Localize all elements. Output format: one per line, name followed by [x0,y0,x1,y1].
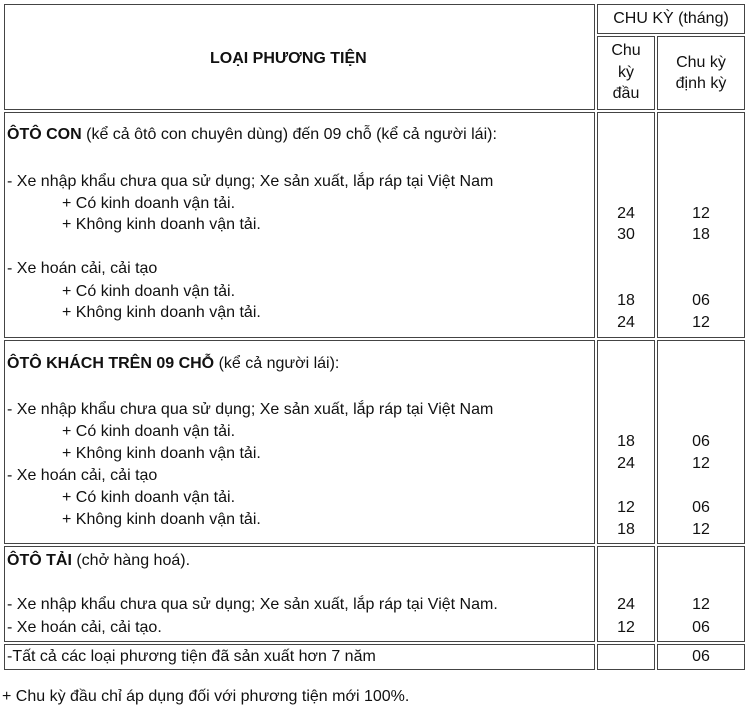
item-label: + Có kinh doanh vận tải. [62,423,236,440]
last-row-label: -Tất cả các loại phương tiện đã sản xuất hơn 7 năm [7,648,376,665]
periodic-cycle-value: 12 [692,314,710,331]
group-label: - Xe nhập khẩu chưa qua sử dụng; Xe sản xuất, lắp ráp tại Việt Nam [7,401,494,418]
header-periodic-cycle-line-1: Chu kỳ [676,54,726,71]
last-row-periodic-value: 06 [692,648,710,665]
section-bus-heading-rest: (kể cả người lái): [214,355,340,372]
first-cycle-value: 24 [617,455,635,472]
periodic-cycle-value: 12 [692,596,710,613]
periodic-cycle-value: 06 [692,499,710,516]
first-cycle-value: 18 [617,521,635,538]
periodic-cycle-value: 18 [692,226,710,243]
item-label: + Có kinh doanh vận tải. [62,489,236,506]
group-label: - Xe hoán cải, cải tạo [7,260,158,277]
periodic-cycle-value: 12 [692,455,710,472]
first-cycle-value: 24 [617,205,635,222]
group-label: - Xe hoán cải, cải tạo [7,467,158,484]
section-truck-heading-rest: (chở hàng hoá). [71,552,191,569]
first-cycle-value: 24 [617,314,635,331]
item-label: + Có kinh doanh vận tải. [62,195,236,212]
header-periodic-cycle-line-2: định kỳ [675,75,727,92]
first-cycle-value: 12 [617,619,635,636]
periodic-cycle-value: 12 [692,521,710,538]
periodic-cycle-value: 12 [692,205,710,222]
header-first-cycle-line-2: kỳ [618,64,634,81]
section-truck-heading [7,551,190,571]
item-label: + Không kinh doanh vận tải. [62,511,261,528]
header-cycle-months: CHU KỲ (tháng) [613,10,729,27]
periodic-cycle-value: 06 [692,433,710,450]
header-first-cycle-line-3: đầu [612,85,640,102]
group-label: - Xe nhập khẩu chưa qua sử dụng; Xe sản xuất, lắp ráp tại Việt Nam. [7,596,498,613]
section-bus-heading-bold: ÔTÔ KHÁCH TRÊN 09 CHỖ [7,355,215,372]
footnote: + Chu kỳ đầu chỉ áp dụng đối với phương tiện mới 100%. [2,688,410,705]
item-label: + Không kinh doanh vận tải. [62,304,261,321]
header-first-cycle-line-1: Chu [611,42,641,59]
first-cycle-value: 18 [617,433,635,450]
section-car-heading-bold: ÔTÔ CON [7,126,82,143]
first-cycle-value: 30 [617,226,635,243]
item-label: + Không kinh doanh vận tải. [62,445,261,462]
group-label: - Xe hoán cải, cải tạo. [7,619,162,636]
section-car-heading [7,125,497,145]
group-label: - Xe nhập khẩu chưa qua sử dụng; Xe sản xuất, lắp ráp tại Việt Nam [7,173,494,190]
first-cycle-value: 12 [617,499,635,516]
section-truck-heading-bold: ÔTÔ TẢI [7,552,72,569]
periodic-cycle-value: 06 [692,619,710,636]
header-periodic-cycle-cell [657,36,745,110]
item-label: + Có kinh doanh vận tải. [62,283,236,300]
last-row-first-cell [597,644,655,670]
first-cycle-value: 18 [617,292,635,309]
header-vehicle-type: LOẠI PHƯƠNG TIỆN [210,50,367,67]
section-car-heading-rest: (kể cả ôtô con chuyên dùng) đến 09 chỗ (kể cả người lái): [81,126,497,143]
item-label: + Không kinh doanh vận tải. [62,216,261,233]
periodic-cycle-value: 06 [692,292,710,309]
first-cycle-value: 24 [617,596,635,613]
section-bus-heading [7,354,339,374]
